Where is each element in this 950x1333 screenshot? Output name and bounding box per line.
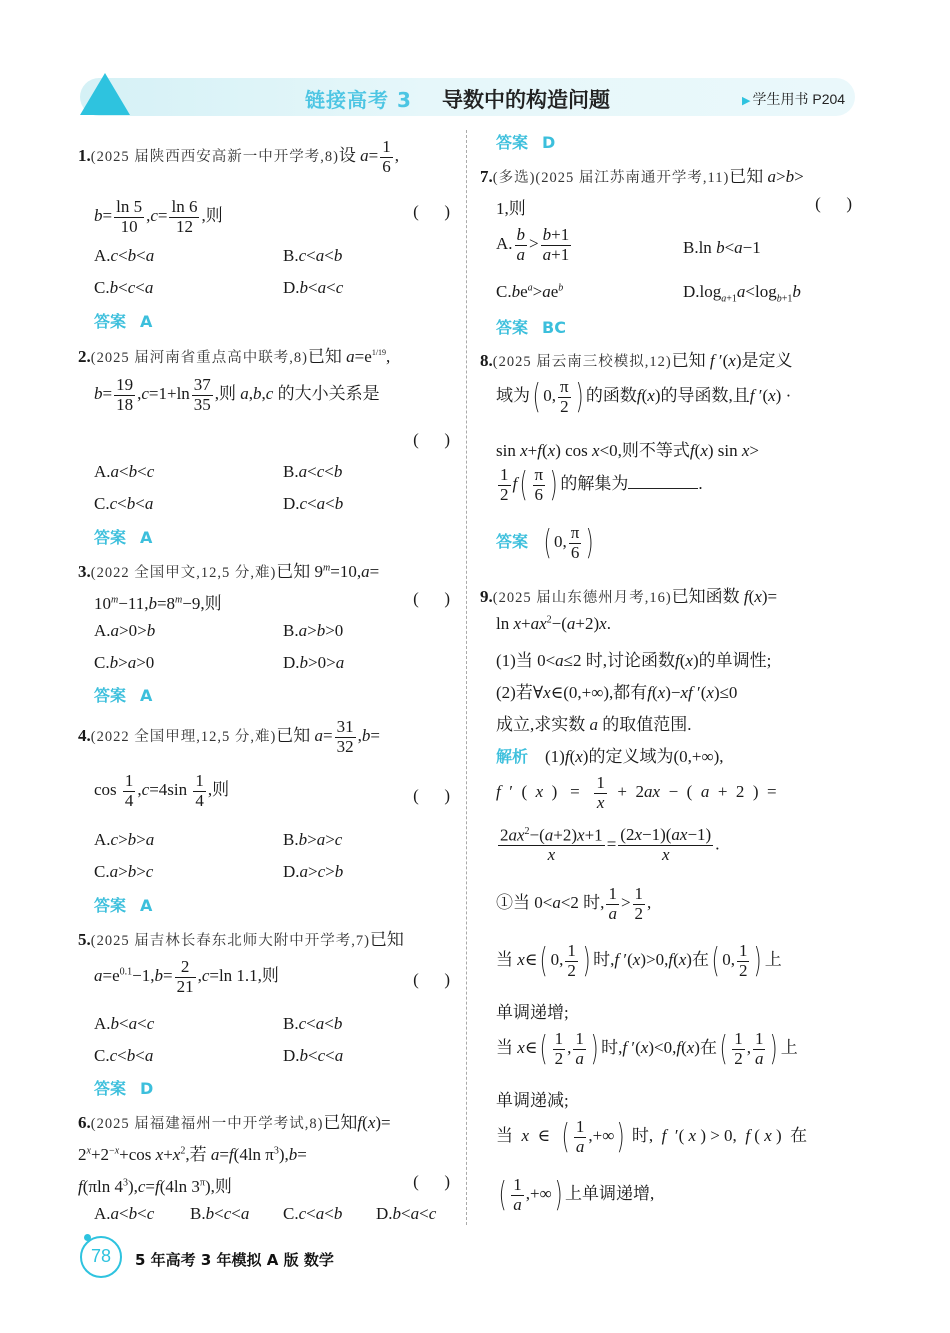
- answer-value: A: [140, 686, 153, 705]
- question-source: (2025 届云南三校模拟,12): [492, 354, 672, 370]
- question-text: 已知: [276, 726, 311, 746]
- question-number: 3.: [78, 562, 91, 581]
- case-1-a: 当 x∈( 0, $\frac{1}{2}$ ) 时,f ′(x)>0,f(x)在( 0, $\frac{1}{2}$ ) 上: [496, 941, 782, 982]
- question-text: 设: [338, 146, 356, 166]
- option-c: C.b<c<a: [94, 278, 154, 297]
- fraction: $\frac{\ln 6}{12}$: [171, 197, 198, 236]
- question-7-cont: 1,则: [496, 199, 526, 218]
- answer-3: [94, 683, 152, 706]
- question-text: 已知: [369, 930, 404, 949]
- option-c: C.a>b>c: [94, 862, 154, 881]
- answer-4: [94, 893, 152, 916]
- case-1-c: 当 x ∈ ( $\frac{1}{a}$ ,+∞) 时, f ′( x ) > 0, f ( x ) 在: [496, 1117, 808, 1158]
- book-title: 5 年高考 3 年模拟 A 版 数学: [135, 1251, 334, 1269]
- arrow-right-icon: ▶: [742, 95, 751, 107]
- option-a: A.a<b<c: [94, 462, 155, 481]
- question-9-cont: $\ln x+ax^2-(a+2)x$.: [496, 614, 611, 633]
- option-a: A.a<b<c: [94, 1204, 155, 1223]
- answer-label: 答案: [496, 318, 529, 337]
- fraction: $\frac{\pi}{6}$: [570, 523, 580, 562]
- question-text: 已知: [323, 1113, 358, 1132]
- fraction: $\frac{1}{4}$: [195, 771, 204, 810]
- option-c: $C.be^a>ae^b$: [496, 282, 564, 301]
- option-d: D.b<a<c: [376, 1204, 437, 1223]
- page-number: 78: [90, 1246, 112, 1266]
- answer-label: 答案: [94, 896, 127, 915]
- question-number: 1.: [78, 146, 91, 166]
- answer-1: [94, 309, 152, 332]
- option-b: B.ln b<a−1: [683, 238, 761, 257]
- answer-label: 答案: [94, 686, 127, 705]
- question-1-cont: b= $\frac{\ln 5}{10}$ ,c= $\frac{\ln 6}{12}$ ,则: [94, 197, 223, 236]
- question-number: 9.: [480, 587, 493, 606]
- answer-5: [94, 1076, 153, 1099]
- question-2-cont: b= $\frac{19}{18}$ ,c=1+ln $\frac{37}{35}$ ,则 a,b,c 的大小关系是: [94, 375, 380, 414]
- analysis-label: 解析: [496, 747, 529, 766]
- answer-blank: ( ): [413, 430, 450, 449]
- question-3-cont: $10^m-11,b=8^m-9$,则: [94, 594, 222, 613]
- question-number: 7.: [480, 167, 493, 186]
- fraction: $\frac{\pi}{2}$: [560, 377, 569, 416]
- option-b: B.c<a<b: [283, 246, 343, 265]
- answer-2: [94, 525, 152, 548]
- question-source: (2025 届吉林长春东北师大附中开学考,7): [90, 933, 370, 949]
- fraction: $\frac{37}{35}$: [193, 375, 211, 414]
- question-number: 6.: [78, 1113, 91, 1132]
- question-5-cont: $a=e^{0.1}-1,b=$ $\frac{2}{21}$ ,c=ln 1.1,则: [94, 957, 279, 996]
- question-text: 已知: [671, 351, 706, 370]
- question-source: (2025 届山东德州月考,16): [492, 590, 672, 606]
- question-8: 8.(2025 届云南三校模拟,12)已知 f ′(x)是定义: [480, 351, 793, 370]
- answer-blank: ( ): [413, 589, 450, 608]
- option-d: $D.\log_{a+1}a<\log_{b+1}b$: [683, 282, 801, 305]
- case-1-c-cont: ( $\frac{1}{a}$ ,+∞) 上单调递增,: [498, 1175, 655, 1216]
- answer-label: 答案: [496, 133, 529, 152]
- question-2: 2.(2025 届河南省重点高中联考,8)已知 $a=e^{1/19}$,: [78, 347, 391, 366]
- option-d: D.b<c<a: [283, 1046, 344, 1065]
- option-d: D.b<a<c: [283, 278, 344, 297]
- question-1: 1.(2025 届陕西西安高新一中开学考,8)设 a= $\frac{1}{6}$ ,: [78, 137, 399, 176]
- answer-7: [496, 315, 566, 338]
- option-a: A. $\frac{b}{a}$ > $\frac{b+1}{a+1}$: [496, 225, 570, 264]
- fraction: $\frac{2ax^2-(a+2)x+1}{x}$: [500, 825, 603, 865]
- question-6-cont: $2^x+2^{-x}+\cos$ $x+x^2$,若 a=f(4ln $\pi^3),b=$: [78, 1145, 307, 1164]
- question-number: 5.: [78, 930, 91, 949]
- question-5: [78, 925, 404, 950]
- question-6: 6.(2025 届福建福州一中开学考试,8)已知f(x)=: [78, 1113, 391, 1132]
- question-9-part2-cont: 成立,求实数 a 的取值范围.: [496, 715, 692, 734]
- answer-blank: ( ): [413, 786, 450, 805]
- option-a: A.b<a<c: [94, 1014, 155, 1033]
- question-source: (2025 届福建福州一中开学考试,8): [90, 1116, 324, 1132]
- fraction: $\frac{31}{32}$: [336, 717, 354, 756]
- option-d: D.c<a<b: [283, 494, 344, 513]
- option-a: A.c<b<a: [94, 246, 155, 265]
- fraction: $\frac{1}{2}$: [738, 941, 748, 980]
- answer-label: 答案: [94, 528, 127, 547]
- fraction: $\frac{1}{4}$: [124, 771, 134, 810]
- question-8-cont: 域为( 0, $\frac{\pi}{2}$ ) 的函数f(x)的导函数,且f ′(x) ·: [496, 377, 792, 418]
- question-text: 已知: [307, 347, 342, 366]
- case-1-a-cont: 单调递增;: [496, 1003, 569, 1022]
- option-b: B.a>b>0: [283, 621, 344, 640]
- question-9-part2: (2)若∀x∈(0,+∞),都有f(x)−xf ′(x)≤0: [496, 683, 738, 702]
- question-text: 已知: [276, 562, 311, 581]
- fraction: $\frac{1}{2}$: [500, 465, 509, 504]
- question-source: (2025 届陕西西安高新一中开学考,8): [90, 149, 339, 166]
- section-title: 导数中的构造问题: [442, 88, 610, 112]
- answer-value: D: [140, 1079, 154, 1098]
- fraction: $\frac{1}{a}$: [575, 1117, 585, 1156]
- option-d: D.a>c>b: [283, 862, 344, 881]
- answer-value: D: [542, 133, 556, 152]
- fraction: $\frac{1}{x}$: [596, 773, 605, 812]
- question-text: 已知: [729, 167, 764, 186]
- question-8-cont3: $\frac{1}{2}$ f( $\frac{\pi}{6}$ ) 的解集为 .: [500, 465, 703, 506]
- question-number: 8.: [480, 351, 493, 370]
- option-d: D.b>0>a: [283, 653, 345, 672]
- question-source: (多选)(2025 届江苏南通开学考,11): [492, 170, 730, 186]
- answer-blank: ( ): [413, 970, 450, 989]
- question-7: 7.(多选)(2025 届江苏南通开学考,11)已知 a>b>: [480, 167, 804, 186]
- question-9-part1: (1)当 0<a≤2 时,讨论函数f(x)的单调性;: [496, 651, 772, 670]
- question-source: (2022 全国甲理,12,5 分,难): [90, 729, 277, 746]
- answer-label: 答案: [496, 532, 529, 552]
- fraction: $\frac{\pi}{6}$: [534, 465, 544, 504]
- answer-blank: ( ): [413, 202, 450, 221]
- fraction: $\frac{1}{2}$: [734, 1029, 743, 1068]
- fraction: $\frac{1}{a}$: [608, 884, 617, 923]
- answer-value: A: [140, 312, 153, 331]
- option-b: B.a<c<b: [283, 462, 343, 481]
- question-number: 4.: [78, 726, 91, 746]
- fraction: $\frac{1}{2}$: [567, 941, 576, 980]
- case-1: ①当 0<a<2 时, $\frac{1}{a}$ > $\frac{1}{2}$ ,: [496, 884, 652, 923]
- answer-value: BC: [542, 318, 566, 337]
- fraction: $\frac{1}{2}$: [634, 884, 644, 923]
- question-4-cont: cos $\frac{1}{4}$ ,c=4sin $\frac{1}{4}$ ,则: [94, 771, 230, 810]
- option-c: C.c<b<a: [94, 1046, 154, 1065]
- ref-text: 学生用书 P204: [752, 91, 846, 107]
- question-3: 3.(2022 全国甲文,12,5 分,难)已知 $9^m=10,a=$: [78, 562, 380, 581]
- derivative-line2: $\frac{2ax^2-(a+2)x+1}{x}$ = $\frac{(2x-1)(ax-1)}{x}$ .: [500, 825, 720, 865]
- question-4: 4.(2022 全国甲理,12,5 分,难)已知 a= $\frac{31}{32}$ ,b=: [78, 717, 380, 756]
- fraction: $\frac{1}{a}$: [575, 1029, 584, 1068]
- question-source: (2022 全国甲文,12,5 分,难): [90, 565, 277, 581]
- option-c: C.c<a<b: [283, 1204, 343, 1223]
- option-c: C.c<b<a: [94, 494, 154, 513]
- fraction: $\frac{1}{6}$: [382, 137, 391, 176]
- fraction: $\frac{b+1}{a+1}$: [542, 225, 570, 264]
- option-b: B.b<c<a: [190, 1204, 250, 1223]
- question-text: 已知函数: [671, 587, 740, 606]
- triangle-icon: [80, 73, 130, 115]
- answer-value: A: [140, 896, 153, 915]
- student-book-ref: [742, 89, 845, 109]
- answer-blank: ( ): [815, 194, 852, 213]
- section-series: 链接高考 3: [305, 88, 412, 112]
- question-9: 9.(2025 届山东德州月考,16)已知函数 f(x)=: [480, 587, 778, 606]
- fraction: $\frac{(2x-1)(ax-1)}{x}$: [620, 825, 712, 865]
- fraction: $\frac{1}{2}$: [554, 1029, 564, 1068]
- derivative-line: f ′ ( x ) = $\frac{1}{x}$ + 2ax − ( a + 2 ) =: [496, 773, 777, 812]
- analysis-start: 解析 (1)f(x)的定义域为(0,+∞),: [496, 747, 724, 766]
- question-source: (2025 届河南省重点高中联考,8): [90, 350, 308, 366]
- fill-blank: [628, 488, 698, 489]
- case-1-b: 当 x∈( $\frac{1}{2}$ , $\frac{1}{a}$ ) 时,f ′(x)<0,f(x)在( $\frac{1}{2}$ , $\frac{1}{a}$ ) 上: [496, 1029, 798, 1070]
- answer-label: 答案: [94, 312, 127, 331]
- answer-label: 答案: [94, 1079, 127, 1098]
- answer-8: 答案 ( 0, $\frac{\pi}{6}$ ): [496, 523, 594, 564]
- answer-6: [496, 130, 555, 153]
- fraction: $\frac{\ln 5}{10}$: [116, 197, 143, 236]
- fraction: $\frac{1}{a}$: [754, 1029, 764, 1068]
- option-c: C.b>a>0: [94, 653, 155, 672]
- question-6-cont2: f(πln $4^3),c=f(4\ln$ $3^\pi$),则: [78, 1177, 232, 1196]
- fraction: $\frac{19}{18}$: [116, 375, 134, 414]
- option-b: B.b>a>c: [283, 830, 343, 849]
- dot-icon: [84, 1234, 91, 1241]
- answer-blank: ( ): [413, 1172, 450, 1191]
- option-a: A.c>b>a: [94, 830, 155, 849]
- answer-value: A: [140, 528, 153, 547]
- option-b: B.c<a<b: [283, 1014, 343, 1033]
- column-divider: [466, 130, 467, 1225]
- fraction: $\frac{b}{a}$: [516, 225, 526, 264]
- question-8-cont2: sin x+f(x) cos x<0,则不等式f(x) sin x>: [496, 441, 759, 460]
- question-number: 2.: [78, 347, 91, 366]
- fraction: $\frac{2}{21}$: [176, 957, 194, 996]
- option-a: A.a>0>b: [94, 621, 156, 640]
- case-1-b-cont: 单调递减;: [496, 1091, 569, 1110]
- fraction: $\frac{1}{a}$: [513, 1175, 522, 1214]
